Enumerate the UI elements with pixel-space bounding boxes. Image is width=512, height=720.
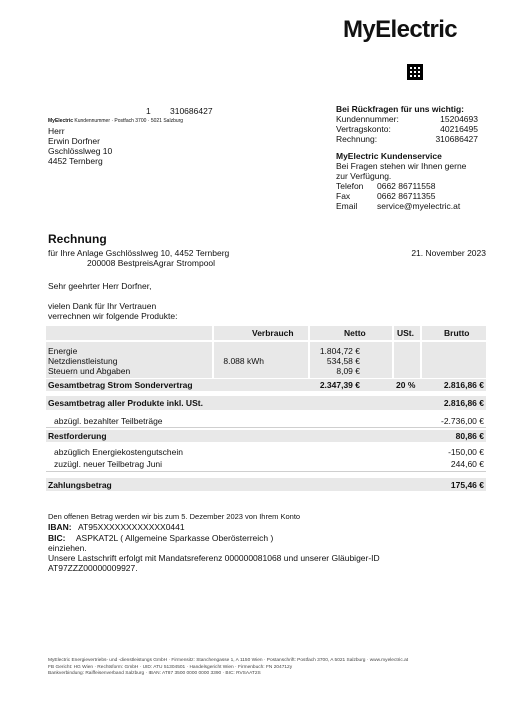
subtotal-brutto: 2.816,86 €	[443, 380, 484, 390]
payment-line4: Unsere Lastschrift erfolgt mit Mandatsreferenz 000000081068 und unserer Gläubiger-ID	[48, 553, 380, 563]
service-text: zur Verfügung.	[336, 171, 392, 181]
total-all-label: Gesamtbetrag aller Produkte inkl. USt.	[48, 398, 203, 408]
item-label: Netzdienstleistung	[48, 356, 118, 366]
intro-line: verrechnen wir folgende Produkte:	[48, 311, 178, 321]
total-all-brutto: 2.816,86 €	[443, 398, 484, 408]
info-row	[336, 114, 486, 124]
gutschein-label: abzüglich Energiekostengutschein	[54, 447, 184, 457]
info-label: Kundennummer:	[336, 114, 399, 124]
payment-line1: Den offenen Betrag werden wir bis zum 5. Dezember 2023 von Ihrem Konto	[48, 512, 301, 521]
invoice-date: 21. November 2023	[411, 248, 486, 258]
item-netto: 1.804,72 €	[319, 346, 360, 356]
contact-value[interactable]: service@myelectric.at	[377, 201, 461, 211]
invoice-anlage: für Ihre Anlage Gschlösslweg 10, 4452 Ternberg	[48, 248, 230, 258]
col-header-verbrauch: Verbrauch	[252, 328, 294, 338]
recipient-line: 4452 Ternberg	[48, 156, 103, 166]
footer-line: FB Gericht: HG Wien · Rechtsform: GmbH · UID: ATU 51304501 · Handelsgericht Wien · Firmenbuch: FN 204712y	[48, 664, 293, 670]
iban-value: AT95XXXXXXXXXXXX0441	[77, 522, 185, 532]
item-netto: 534,58 €	[326, 356, 360, 366]
item-verbrauch: 8.088 kWh	[223, 356, 264, 366]
zahlung-label: Zahlungsbetrag	[48, 480, 112, 490]
service-text: Bei Fragen stehen wir Ihnen gerne	[336, 161, 467, 171]
sender-line-rest: Kundennummer · Postfach 3700 · 5021 Salzburg	[73, 118, 184, 124]
teilbetraege-row	[46, 415, 486, 427]
subtotal-label: Gesamtbetrag Strom Sondervertrag	[48, 380, 193, 390]
info-label: Vertragskonto:	[336, 124, 391, 134]
footer-line: MyElectric Energievertriebs- und -dienstleistungs GmbH · Firmensitz: Stanchengasse 1, A 1150 Wien · Postanschrift: Postfach 3700, A 5021 Salzburg · www.myelectric.at	[48, 658, 409, 663]
company-logo: MyElectric	[343, 16, 458, 43]
teilbetraege-brutto: -2.736,00 €	[440, 416, 484, 426]
contact-row	[336, 181, 486, 191]
teilbetrag-neu-row	[46, 458, 486, 470]
contact-row	[336, 201, 486, 211]
info-heading: Bei Rückfragen für uns wichtig:	[336, 104, 464, 114]
sender-ref-id: 310686427	[170, 106, 213, 116]
item-netto: 8,09 €	[336, 366, 360, 376]
qr-code-icon	[407, 64, 423, 80]
info-value: 15204693	[440, 114, 478, 124]
contact-label: Email	[336, 201, 358, 211]
sender-line-brand: MyElectric	[48, 118, 74, 124]
contact-value: 0662 86711355	[377, 191, 436, 201]
teilbetrag-neu-label: zuzügl. neuer Teilbetrag Juni	[54, 459, 163, 469]
recipient-address	[48, 126, 112, 166]
info-label: Rechnung:	[336, 134, 378, 144]
contact-label: Telefon	[336, 181, 364, 191]
payment-line5: AT97ZZZ00000009927.	[48, 563, 138, 573]
info-box	[336, 104, 486, 211]
footer-line: Bankverbindung: Raiffeisenverband Salzburg · IBAN: AT87 3500 0000 0000 3390 · BIC: RVSAAT2S	[48, 671, 261, 676]
rest-row	[46, 430, 486, 442]
gutschein-brutto: -150,00 €	[448, 447, 484, 457]
recipient-line: Herr	[48, 126, 65, 136]
iban-label: IBAN:	[48, 522, 72, 532]
greeting: Sehr geehrter Herr Dorfner,	[48, 281, 152, 291]
teilbetraege-label: abzügl. bezahlter Teilbeträge	[54, 416, 163, 426]
col-header-ust: USt.	[397, 328, 414, 338]
payment-bic	[48, 533, 273, 543]
gutschein-row	[46, 446, 486, 458]
payment-iban	[48, 522, 185, 532]
contact-label: Fax	[336, 191, 351, 201]
bic-label: BIC:	[48, 533, 66, 543]
total-all-row	[46, 396, 486, 410]
subtotal-netto: 2.347,39 €	[319, 380, 360, 390]
col-header-brutto: Brutto	[444, 328, 470, 338]
invoice-pool: 200008 BestpreisAgrar Strompool	[87, 258, 216, 268]
service-heading: MyElectric Kundenservice	[336, 151, 442, 161]
subtotal-row	[46, 379, 486, 391]
zahlung-row	[46, 478, 486, 491]
info-row	[336, 124, 486, 134]
invoice-title: Rechnung	[48, 232, 107, 246]
col-header-netto: Netto	[344, 328, 366, 338]
bic-value: ASPKAT2L ( Allgemeine Sparkasse Oberösterreich )	[75, 533, 274, 543]
recipient-line: Erwin Dorfner	[48, 136, 100, 146]
payment-line3: einziehen.	[48, 543, 87, 553]
recipient-line: Gschlösslweg 10	[48, 146, 113, 156]
subtotal-ust: 20 %	[396, 380, 416, 390]
teilbetrag-neu-brutto: 244,60 €	[450, 459, 484, 469]
sender-ref-number: 1	[146, 106, 151, 116]
contact-row	[336, 191, 486, 201]
rest-brutto: 80,86 €	[455, 431, 484, 441]
item-label: Energie	[48, 346, 78, 356]
table-header	[46, 326, 486, 340]
item-label: Steuern und Abgaben	[48, 366, 131, 376]
sender-line	[48, 118, 183, 124]
intro-line: vielen Dank für Ihr Vertrauen	[48, 301, 157, 311]
rest-label: Restforderung	[48, 431, 107, 441]
info-value: 310686427	[435, 134, 478, 144]
table-row	[46, 365, 486, 377]
info-row	[336, 134, 486, 144]
footer	[48, 658, 488, 678]
zahlung-brutto: 175,46 €	[450, 480, 484, 490]
info-value: 40216495	[440, 124, 478, 134]
contact-value[interactable]: 0662 86711558	[377, 181, 436, 191]
